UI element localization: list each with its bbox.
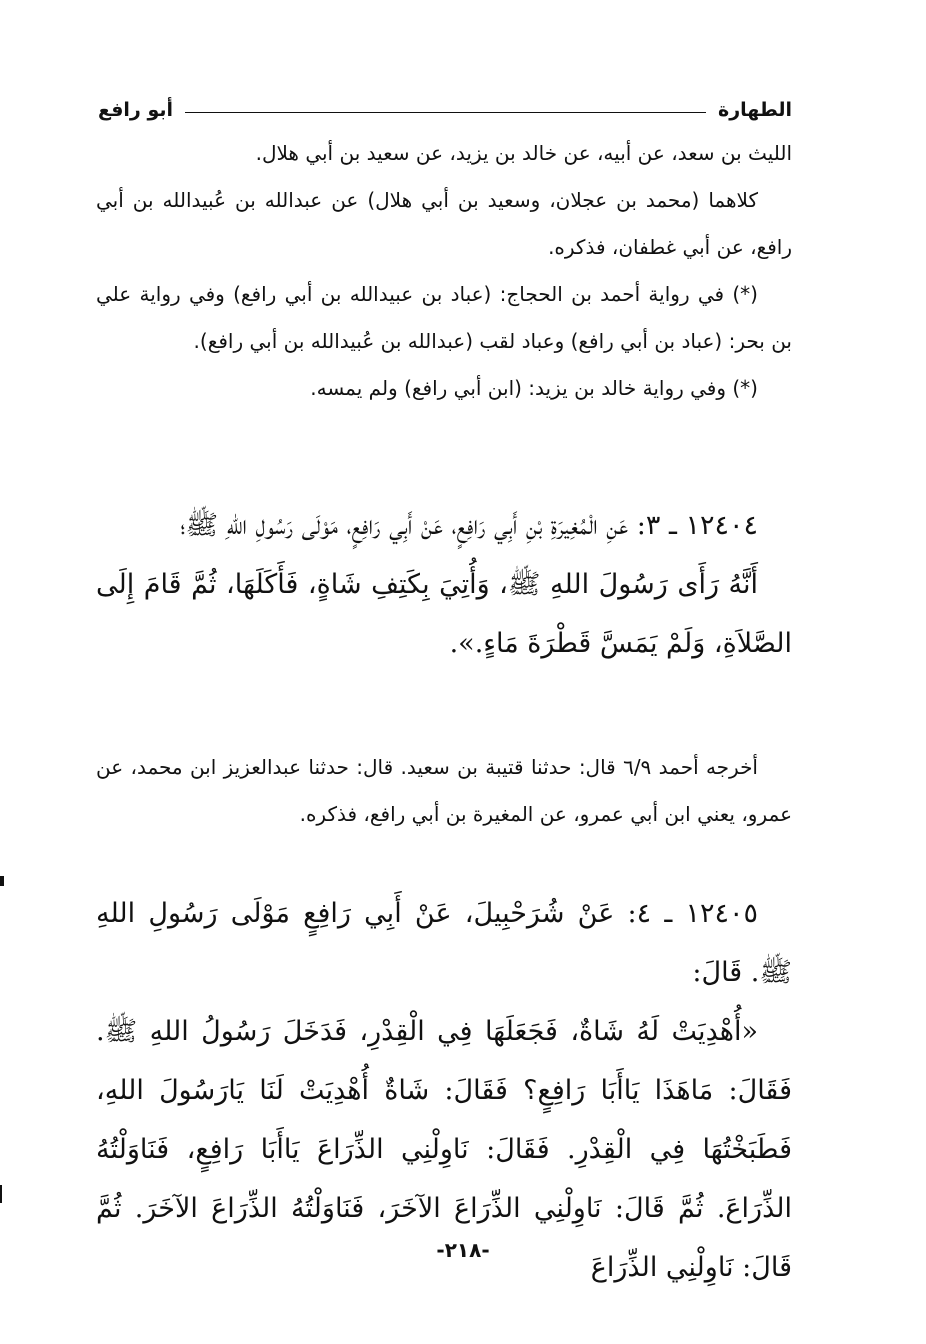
note-paragraph-1: (*) في رواية أحمد بن الحجاج: (عباد بن عبيدالله بن أبي رافع) وفي رواية علي بن بحر: (عباد بن أبي رافع) وعباد لقب (عبدالله بن عُبيدالله بن أبي رافع). — [96, 282, 792, 353]
takhrij-12404 — [96, 744, 792, 838]
scan-edge-mark — [0, 876, 4, 886]
running-header — [98, 92, 792, 128]
hadith-heading: ١٢٤٠٤ ـ ٣: عَنِ الْمُغِيرَةِ بْنِ أَبِي رَافِعٍ، عَنْ أَبِي رَافِعٍ، مَوْلَى رَسُولِ اللهِ ﷺ؛ — [180, 510, 758, 541]
hadith-heading: ١٢٤٠٥ ـ ٤: عَنْ شُرَحْبِيلَ، عَنْ أَبِي رَافِعٍ مَوْلَى رَسُولِ اللهِ ﷺ. قَالَ: — [96, 898, 792, 988]
hadith-matn: «أُهْدِيَتْ لَهُ شَاةٌ، فَجَعَلَهَا فِي الْقِدْرِ، فَدَخَلَ رَسُولُ اللهِ ﷺ. فَقَالَ: مَاهَذَا يَاأَبَا رَافِعٍ؟ فَقَالَ: شَاةٌ أُهْدِيَتْ لَنَا يَارَسُولَ اللهِ، فَطَبَخْتُهَا فِي الْقِدْرِ. فَقَالَ: نَاوِلْنِي الذِّرَاعَ يَاأَبَا رَافِعٍ، فَنَاوَلْتُهُ الذِّرَاعَ. ثُمَّ قَالَ: نَاوِلْنِي الذِّرَاعَ الآخَرَ، فَنَاوَلْتُهُ الذِّرَاعَ الآخَرَ. ثُمَّ قَالَ: نَاوِلْنِي الذِّرَاعَ — [96, 1016, 792, 1283]
isnad-paragraph: كلاهما (محمد بن عجلان، وسعيد بن أبي هلال) عن عبدالله بن عُبيدالله بن أبي رافع، عن أبي غطفان، فذكره. — [96, 188, 792, 259]
hadith-12405 — [96, 884, 792, 1297]
isnad-line: الليث بن سعد، عن أبيه، عن خالد بن يزيد، عن سعيد بن أبي هلال. — [255, 141, 792, 165]
hadith-12404 — [96, 496, 792, 673]
takhrij-paragraph: أخرجه أحمد ٦/٩ قال: حدثنا قتيبة بن سعيد. قال: حدثنا عبدالعزيز ابن محمد، عن عمرو، يعني ابن أبي عمرو، عن المغيرة بن أبي رافع، فذكره. — [96, 755, 792, 826]
isnad-notes-block — [96, 130, 792, 412]
scan-edge-mark — [0, 1185, 2, 1203]
page-number: -٢١٨- — [436, 1238, 490, 1262]
note-paragraph-2: (*) وفي رواية خالد بن يزيد: (ابن أبي رافع) ولم يمسه. — [310, 376, 758, 400]
chapter-title: الطهارة — [718, 99, 792, 121]
hadith-matn: أَنَّهُ رَأَى رَسُولَ اللهِ ﷺ، وَأُتِيَ بِكَتِفِ شَاةٍ، فَأَكَلَهَا، ثُمَّ قَامَ إِلَى الصَّلاَةِ، وَلَمْ يَمَسَّ قَطْرَةَ مَاءٍ.». — [96, 569, 792, 659]
header-rule — [185, 112, 706, 113]
section-title: أبو رافع — [98, 99, 174, 121]
